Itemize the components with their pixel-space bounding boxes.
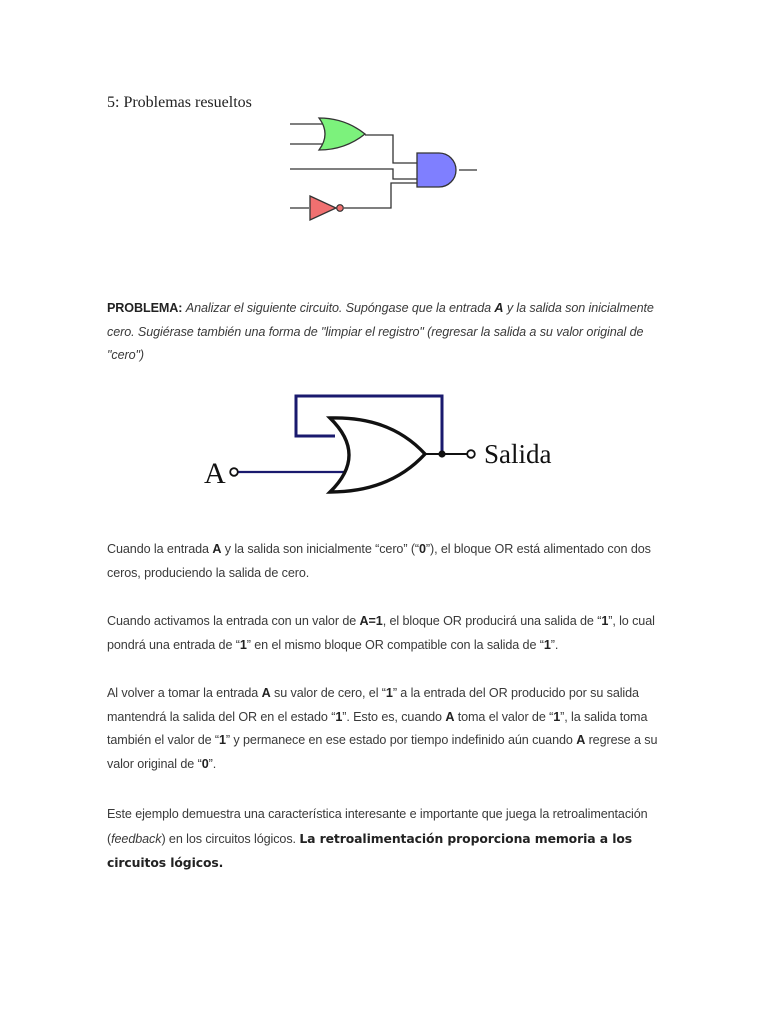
output-terminal-icon: [467, 450, 475, 458]
paragraph-memory-state: Al volver a tomar la entrada A su valor de cero, el “1” a la entrada del OR producido por su salida mantendrá la salida del OR en el estado “1”. Esto es, cuando A toma el valor de “1”, la salida toma también el valor de “1” y permanece en ese estado por tiempo indefinido aún cuando A regrese a su valor original de “0”.: [107, 686, 658, 771]
not-bubble-icon: [337, 205, 344, 212]
paragraph-activation: Cuando activamos la entrada con un valor de A=1, el bloque OR producirá una salida de “1”, lo cual pondrá una entrada de “1” en el mismo bloque OR compatible con la salida de “1”.: [107, 614, 655, 652]
input-terminal-icon: [230, 468, 238, 476]
problem-label: PROBLEMA:: [107, 301, 183, 315]
paragraph-conclusion: Este ejemplo demuestra una característica interesante e importante que juega la retroalimentación (feedback) en los circuitos lógicos. La retroalimentación proporciona memoria a los circuitos lógicos.: [107, 807, 648, 870]
not-gate-icon: [310, 196, 336, 220]
and-gate-icon: [417, 153, 456, 187]
or-gate-icon: [330, 418, 425, 492]
output-label-salida: Salida: [484, 439, 552, 469]
page-title: 5: Problemas resueltos: [107, 94, 252, 111]
problem-statement: PROBLEMA: Analizar el siguiente circuito. Supóngase que la entrada A y la salida son inicialmente cero. Sugiérase también una forma de "limpiar el registro" (regresar la salida a su valor original de "cero"): [107, 301, 654, 362]
feedback-circuit-figure-2: [195, 388, 575, 498]
conclusion-bold: La retroalimentación proporciona memoria a los circuitos lógicos: [107, 830, 633, 870]
junction-dot: [438, 450, 445, 457]
logic-circuit-figure-1: [285, 108, 485, 228]
or-gate-icon: [319, 118, 365, 150]
input-label-a: A: [204, 457, 226, 490]
paragraph-initial-state: Cuando la entrada A y la salida son inicialmente “cero” (“0”), el bloque OR está alimentado con dos ceros, produciendo la salida de cero.: [107, 542, 651, 580]
